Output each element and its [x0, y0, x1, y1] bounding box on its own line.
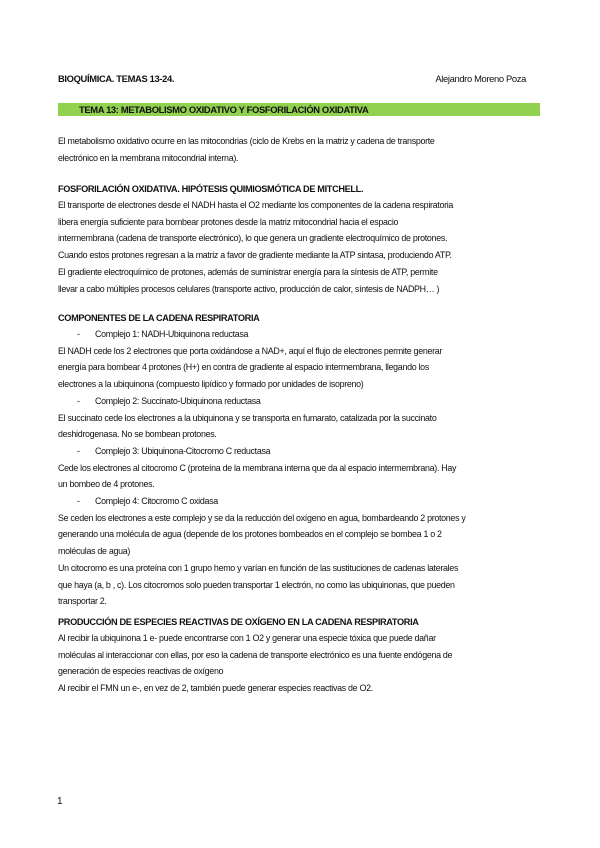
text-line: El succinato cede los electrones a la ubiquinona y se transporta en fumarato, catalizada por la succinato [58, 412, 437, 423]
bullet-dash: - [77, 445, 80, 456]
text-line: Cede los electrones al citocromo C (proteína de la membrana interna que da al espacio intermembrana). Hay [58, 462, 457, 473]
text-line: El NADH cede los 2 electrones que porta oxidándose a NAD+, aquí el flujo de electrones permite generar [58, 345, 443, 356]
section-reactive-oxygen-species [58, 614, 543, 697]
section-heading: PRODUCCIÓN DE ESPECIES REACTIVAS DE OXÍGENO EN LA CADENA RESPIRATORIA [58, 617, 419, 627]
text-line: deshidrogenasa. No se bombean protones. [58, 429, 217, 440]
text-line: libera energía suficiente para bombear protones desde la matriz mitocondrial hacia el espacio [58, 216, 399, 227]
topic-banner: TEMA 13: METABOLISMO OXIDATIVO Y FOSFORILACIÓN OXIDATIVA [58, 103, 540, 116]
text-line: El gradiente electroquímico de protones, además de suministrar energía para la síntesis de ATP, permite [58, 266, 438, 277]
document-title: BIOQUÍMICA. TEMAS 13-24. [58, 73, 175, 84]
text-line: El metabolismo oxidativo ocurre en las mitocondrias (ciclo de Krebs en la matriz y cadena de transporte [58, 136, 435, 146]
bullet-complex-2 [58, 393, 543, 410]
section-heading: COMPONENTES DE LA CADENA RESPIRATORIA [58, 313, 260, 323]
text-line: un bombeo de 4 protones. [58, 479, 155, 490]
section-heading: FOSFORILACIÓN OXIDATIVA. HIPÓTESIS QUIMIOSMÓTICA DE MITCHELL. [58, 184, 364, 194]
bullet-dash: - [77, 329, 80, 339]
page-header [58, 73, 526, 87]
bullet-text: Complejo 1: NADH-Ubiquinona reductasa [95, 329, 249, 339]
text-line: Cuando estos protones regresan a la matriz a favor de gradiente mediante la ATP sintasa, produciendo ATP. [58, 250, 452, 261]
text-line: electrónico en la membrana mitocondrial interna). [58, 152, 239, 163]
text-line: Al recibir el FMN un e-, en vez de 2, también puede generar especies reactivas de O2. [58, 683, 373, 694]
bullet-complex-1 [58, 326, 543, 343]
text-line: llevar a cabo múltiples procesos celulares (transporte activo, producción de calor, síntesis de NADPH… ) [58, 283, 440, 294]
bullet-dash: - [77, 395, 80, 406]
bullet-complex-4 [58, 493, 543, 510]
text-line: Un citocromo es una proteína con 1 grupo hemo y varían en función de las sustituciones de cadenas laterales [58, 562, 459, 573]
intro-paragraph [58, 133, 543, 166]
bullet-text: Complejo 4: Citocromo C oxidasa [95, 496, 218, 507]
text-line: moléculas al interaccionar con ellas, por eso la cadena de transporte electrónico es una fuente endógena de [58, 649, 453, 660]
bullet-complex-3 [58, 443, 543, 460]
bullet-text: Complejo 2: Succinato-Ubiquinona reductasa [95, 395, 261, 406]
author-name: Alejandro Moreno Poza [435, 73, 526, 84]
section-respiratory-chain-components [58, 310, 543, 610]
text-line: que haya (a, b , c). Los citocromos solo pueden transportar 1 electrón, no como las ubiquinonas, que pueden [58, 579, 455, 590]
text-line: Se ceden los electrones a este complejo y se da la reducción del oxígeno en agua, bombardeando 2 protones y [58, 512, 466, 523]
text-line: Al recibir la ubiquinona 1 e- puede encontrarse con 1 O2 y generar una especie tóxica que puede dañar [58, 633, 436, 643]
text-line: intermembrana (cadena de transporte electrónico), lo que genera un gradiente electroquímico de protones. [58, 233, 448, 244]
text-line: electrones a la ubiquinona (compuesto lipídico y formado por unidades de isopreno) [58, 379, 364, 390]
text-line: generando una molécula de agua (depende de los protones bombeados en el complejo se bombea 1 o 2 [58, 529, 442, 540]
section-oxidative-phosphorylation [58, 181, 543, 297]
page-number: 1 [57, 796, 63, 807]
text-line: transportar 2. [58, 596, 107, 607]
text-line: energía para bombear 4 protones (H+) en contra de gradiente al espacio intermembrana, llegando los [58, 362, 429, 373]
text-line: El transporte de electrones desde el NADH hasta el O2 mediante los componentes de la cadena respiratoria [58, 200, 454, 210]
text-line: generación de especies reactivas de oxígeno [58, 666, 224, 677]
text-line: moléculas de agua) [58, 546, 131, 557]
bullet-text: Complejo 3: Ubiquinona-Citocromo C reductasa [95, 445, 271, 456]
bullet-dash: - [77, 496, 80, 507]
